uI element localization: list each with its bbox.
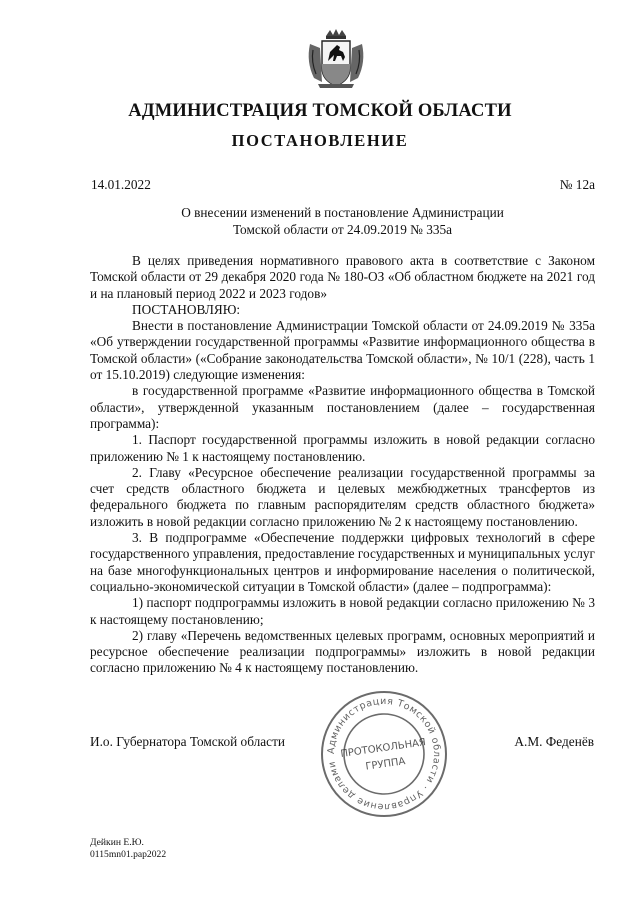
coat-of-arms-icon — [304, 28, 368, 90]
organization-title: АДМИНИСТРАЦИЯ ТОМСКОЙ ОБЛАСТИ — [128, 101, 512, 121]
stamp-center-line-1: ПРОТОКОЛЬНАЯ — [339, 737, 427, 760]
item-3-paragraph: 3. В подпрограмме «Обеспечение поддержки цифровых технологий в сфере государственного управления, предоставление государственных и муниципальных услуг на базе многофункциональных центров и информирование населения о политической, социально-экономической ситуации в Томской области» (далее – подпрограмма): — [90, 530, 595, 594]
signatory-name: А.М. Феденёв — [514, 734, 594, 749]
item-1-paragraph: 1. Паспорт государственной программы изложить в новой редакции согласно приложению № 1 к настоящему постановлению. — [90, 432, 595, 464]
scope-paragraph: в государственной программе «Развитие информационного общества в Томской области», утвержденной указанным постановлением (далее – государственная программа): — [90, 383, 595, 431]
document-subject — [90, 205, 595, 238]
decree-word: ПОСТАНОВЛЯЮ: — [132, 301, 241, 317]
subject-line-1: О внесении изменений в постановление Администрации — [181, 205, 504, 220]
item-3-2-paragraph: 2) главу «Перечень ведомственных целевых программ, основных мероприятий и ресурсное обеспечение реализации подпрограммы» изложить в новой редакции согласно приложению № 4 к настоящему постановлению. — [90, 627, 595, 676]
footer — [90, 837, 166, 860]
preamble-paragraph: В целях приведения нормативного правового акта в соответствие с Законом Томской области от 29 декабря 2020 года № 180-ОЗ «Об областном бюджете на 2021 год и на плановый период 2022 и 2023 годов» — [90, 253, 595, 301]
file-code: 0115mn01.pap2022 — [90, 848, 167, 860]
intro-paragraph: Внести в постановление Администрации Томской области от 24.09.2019 № 335а «Об утверждении государственной программы «Развитие информационного общества в Томской области» («Собрание законодательства Томской области», № 10/1 (228), часть 1 от 15.10.2019) следующие изменения: — [90, 318, 595, 383]
executor-name: Дейкин Е.Ю. — [90, 837, 144, 848]
protocol-group-stamp — [318, 688, 450, 820]
signatory-position: И.о. Губернатора Томской области — [90, 734, 286, 749]
document-number: № 12а — [559, 177, 595, 192]
stamp-center-line-2: ГРУППА — [364, 756, 407, 773]
document-type: ПОСТАНОВЛЕНИЕ — [231, 131, 409, 150]
subject-line-2: Томской области от 24.09.2019 № 335а — [232, 221, 453, 237]
item-2-paragraph: 2. Главу «Ресурсное обеспечение реализации государственной программы за счет средств областного бюджета и целевых межбюджетных трансфертов из федерального бюджета по главным распорядителям средств областного бюджета» изложить в новой редакции согласно приложению № 2 к настоящему постановлению. — [90, 464, 595, 529]
document-body — [90, 253, 595, 677]
document-date: 14.01.2022 — [91, 177, 151, 192]
stamp-ring-text: Администрация Томской области · Управление делами — [325, 695, 443, 813]
item-3-1-paragraph: 1) паспорт подпрограммы изложить в новой редакции согласно приложению № 3 к настоящему постановлению; — [90, 595, 595, 627]
